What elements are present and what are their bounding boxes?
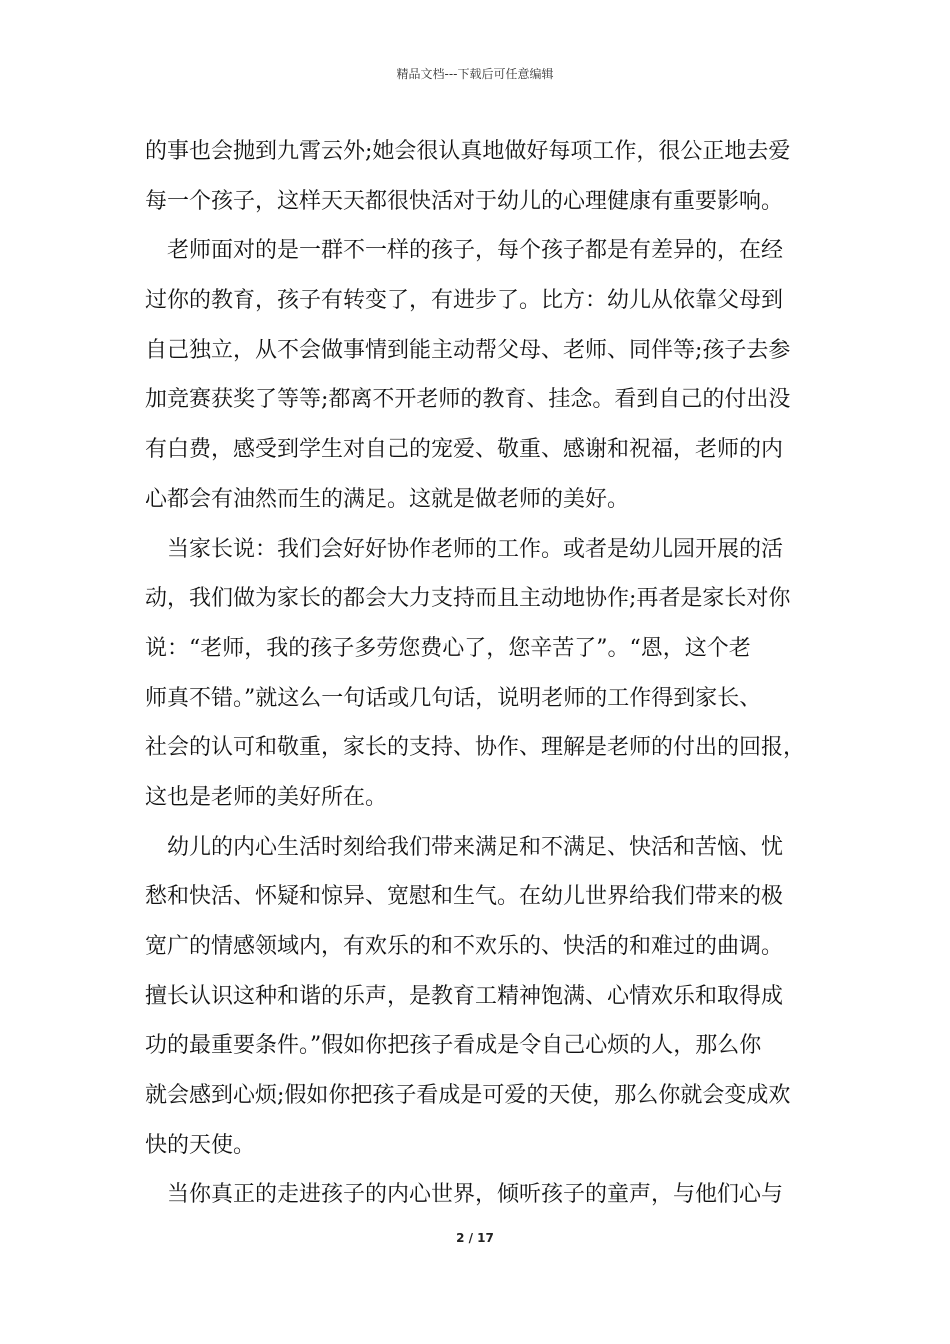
paragraph-start-line: 当家长说：我们会好好协作老师的工作。或者是幼儿园开展的活: [167, 536, 784, 562]
text-line: 快的天使。: [145, 1132, 256, 1158]
text-line: 愁和快活、怀疑和惊异、宽慰和生气。在幼儿世界给我们带来的极: [145, 884, 784, 910]
text-line: 说：“老师，我的孩子多劳您费心了，您辛苦了”。“恩，这个老: [145, 635, 751, 661]
text-line: 每一个孩子，这样天天都很快活对于幼儿的心理健康有重要影响。: [145, 188, 784, 214]
document-body: [145, 127, 815, 1220]
text-line: 的事也会抛到九霄云外;她会很认真地做好每项工作，很公正地去爱: [145, 139, 791, 164]
page-number: 2 / 17: [456, 1231, 494, 1245]
text-line: 这也是老师的美好所在。: [145, 784, 388, 810]
paragraph-start-line: 当你真正的走进孩子的内心世界，倾听孩子的童声，与他们心与: [167, 1182, 784, 1208]
page-header: 精品文档---下载后可任意编辑: [396, 67, 554, 81]
text-line: 就会感到心烦;假如你把孩子看成是可爱的天使，那么你就会变成欢: [145, 1083, 791, 1109]
paragraph-start-line: 幼儿的内心生活时刻给我们带来满足和不满足、快活和苦恼、忧: [167, 834, 784, 860]
text-line: 擅长认识这种和谐的乐声，是教育工精神饱满、心情欢乐和取得成: [145, 983, 784, 1009]
text-line: 宽广的情感领域内，有欢乐的和不欢乐的、快活的和难过的曲调。: [145, 934, 784, 959]
text-line: 过你的教育，孩子有转变了，有进步了。比方：幼儿从依靠父母到: [145, 288, 784, 314]
text-line: 加竞赛获奖了等等;都离不开老师的教育、挂念。看到自己的付出没: [145, 387, 791, 413]
text-line: 师真不错。”就这么一句话或几句话，说明老师的工作得到家长、: [145, 685, 762, 711]
text-line: 自己独立，从不会做事情到能主动帮父母、老师、同伴等;孩子去参: [145, 337, 791, 363]
text-line: 心都会有油然而生的满足。这就是做老师的美好。: [145, 486, 630, 512]
text-line: 动，我们做为家长的都会大力支持而且主动地协作;再者是家长对你: [145, 586, 791, 612]
text-line: 有白费，感受到学生对自己的宠爱、敬重、感谢和祝福，老师的内: [145, 437, 784, 463]
text-line: 功的最重要条件。”假如你把孩子看成是令自己心烦的人，那么你: [145, 1033, 762, 1059]
text-line: 社会的认可和敬重，家长的支持、协作、理解是老师的付出的回报，: [145, 735, 806, 761]
paragraph-start-line: 老师面对的是一群不一样的孩子，每个孩子都是有差异的，在经: [167, 238, 784, 264]
